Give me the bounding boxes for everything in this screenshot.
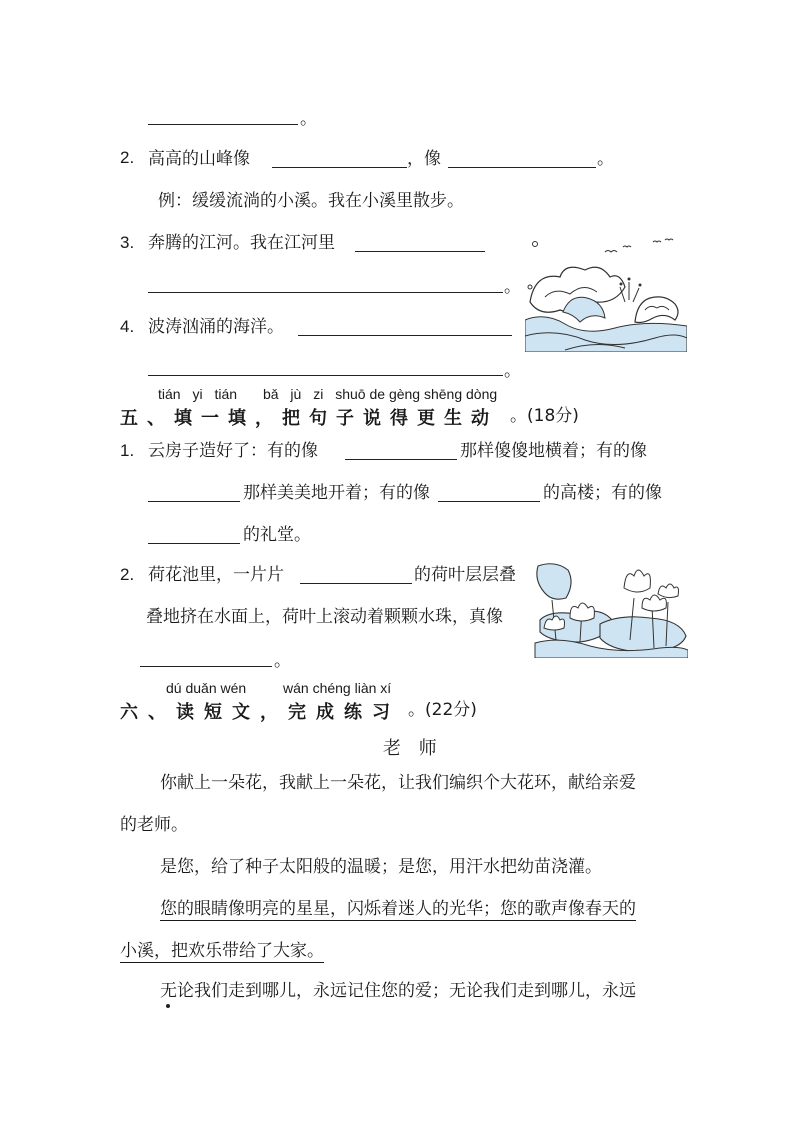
q2-number: 2. — [120, 148, 135, 167]
s5-p1-line1-a: 云房子造好了：有的像 — [148, 441, 318, 461]
pinyin-tian-2: tián — [214, 386, 238, 402]
q3-text: 奔腾的江河。我在江河里 — [148, 233, 335, 253]
section6-pinyin-b: wán chéng liàn xí — [283, 680, 392, 696]
section6-title: 六、读短文，完成练习 — [120, 702, 400, 723]
s5-p1-line1-b: 那样傻傻地横着；有的像 — [460, 441, 647, 461]
q2-end: 。 — [597, 149, 614, 169]
s5-p1-blank-4[interactable] — [148, 543, 240, 544]
passage-para3-a: 您的眼睛像明亮的星星，闪烁着迷人的光华；您的歌声像春天的 — [160, 899, 636, 919]
q4-end: 。 — [504, 361, 521, 381]
q4-answer-line-1[interactable] — [298, 335, 512, 336]
s5-p1-number: 1. — [120, 441, 135, 460]
q3-number: 3. — [120, 233, 135, 252]
q2-text-a: 高高的山峰像 — [148, 149, 250, 169]
passage-para3-b: 小溪，把欢乐带给了大家。 — [120, 941, 324, 961]
s5-p1-blank-2[interactable] — [148, 501, 240, 502]
passage-para1-b: 的老师。 — [120, 815, 188, 835]
pinyin-shuo-de-geng-sheng-dong: shuō de gèng shēng dòng — [335, 386, 498, 402]
s5-p2-blank-1[interactable] — [300, 583, 412, 584]
q2-answer-line-2[interactable] — [448, 167, 596, 168]
s5-p1-line3: 的礼堂。 — [243, 525, 311, 545]
s5-p1-blank-3[interactable] — [438, 501, 540, 502]
q4-text: 波涛汹涌的海洋。 — [148, 317, 284, 337]
pinyin-zi: zi — [313, 386, 324, 402]
s5-p2-line1-a: 荷花池里，一片片 — [148, 565, 284, 585]
lotus-pond-illustration — [530, 558, 688, 658]
q3-answer-line-1[interactable] — [355, 251, 485, 252]
s5-p2-number: 2. — [120, 565, 135, 584]
pinyin-tian-1: tián — [158, 386, 181, 402]
passage-para4: 无论我们走到哪儿，永远记住您的爱；无论我们走到哪儿，永远 — [160, 981, 636, 1001]
s5-p2-blank-2[interactable] — [140, 666, 272, 667]
s5-p1-line2-b: 的高楼；有的像 — [543, 483, 662, 503]
section5-pinyin — [158, 386, 497, 402]
q1-end: 。 — [300, 109, 317, 129]
q3-end: 。 — [504, 277, 521, 297]
emphasis-dot — [166, 1004, 170, 1008]
q4-answer-line-2[interactable] — [148, 375, 503, 376]
q2-answer-line-1[interactable] — [272, 167, 407, 168]
pinyin-ba: bǎ — [262, 386, 279, 402]
pinyin-ju: jù — [290, 386, 302, 402]
q3-answer-line-2[interactable] — [148, 292, 503, 293]
section6-score: 。(22分) — [408, 700, 477, 720]
q2-text-b: ，像 — [407, 149, 441, 169]
example-sentence: 例：缓缓流淌的小溪。我在小溪里散步。 — [158, 191, 464, 211]
passage-title: 老 师 — [383, 738, 443, 759]
section5-title: 五、填一填，把句子说得更生动 — [120, 408, 498, 429]
s5-p1-line2-a: 那样美美地开着；有的像 — [243, 483, 430, 503]
s5-p2-end: 。 — [274, 651, 291, 671]
pinyin-yi: yi — [192, 386, 203, 402]
passage-para2: 是您，给了种子太阳般的温暖；是您，用汗水把幼苗浇灌。 — [160, 857, 602, 877]
s5-p2-line2: 叠地挤在水面上，荷叶上滚动着颗颗水珠，真像 — [146, 607, 503, 627]
s5-p2-line1-b: 的荷叶层层叠 — [414, 565, 516, 585]
s5-p1-blank-1[interactable] — [345, 459, 457, 460]
q4-number: 4. — [120, 317, 135, 336]
section5-score: 。(18分) — [510, 406, 579, 426]
passage-para1-a: 你献上一朵花，我献上一朵花，让我们编织个大花环，献给亲爱 — [160, 773, 636, 793]
q1-answer-line[interactable] — [148, 124, 298, 125]
sea-waves-illustration — [525, 232, 687, 352]
section6-pinyin-a: dú duǎn wén — [166, 680, 247, 696]
